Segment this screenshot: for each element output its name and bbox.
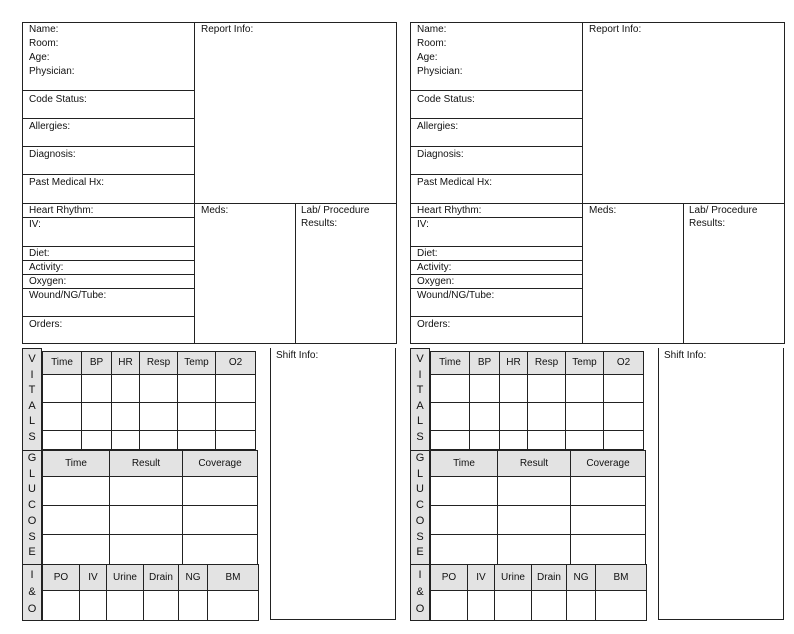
io-row bbox=[43, 591, 259, 621]
report-info-label: Report Info: bbox=[201, 24, 254, 35]
iv-label: IV: bbox=[417, 219, 429, 230]
vitals-header-time: Time bbox=[431, 352, 470, 375]
allergies-label: Allergies: bbox=[29, 121, 71, 132]
shift-info-label: Shift Info: bbox=[664, 350, 707, 361]
lab-label-line1: Lab/ Procedure bbox=[301, 205, 370, 216]
room-label: Room: bbox=[417, 38, 447, 49]
vitals-header-bp: BP bbox=[82, 352, 112, 375]
oxygen-label: Oxygen: bbox=[29, 276, 67, 287]
physician-label: Physician: bbox=[29, 66, 75, 77]
io-header-bm: BM bbox=[208, 565, 259, 591]
past-medical-hx-label: Past Medical Hx: bbox=[29, 177, 105, 188]
age-label: Age: bbox=[29, 52, 50, 63]
io-table bbox=[430, 564, 647, 621]
io-table bbox=[42, 564, 259, 621]
io-header-drain: Drain bbox=[532, 565, 567, 591]
vitals-header-temp: Temp bbox=[178, 352, 216, 375]
vitals-header-hr: HR bbox=[500, 352, 528, 375]
meds-label: Meds: bbox=[589, 205, 617, 216]
glucose-table bbox=[430, 450, 646, 565]
meds-label: Meds: bbox=[201, 205, 229, 216]
glucose-row bbox=[431, 506, 646, 535]
io-row bbox=[431, 591, 647, 621]
glucose-header-coverage: Coverage bbox=[571, 451, 646, 477]
vitals-row bbox=[43, 403, 256, 431]
vitals-row bbox=[431, 403, 644, 431]
diagnosis-label: Diagnosis: bbox=[417, 149, 464, 160]
io-side-label: I & O bbox=[27, 569, 37, 615]
activity-label: Activity: bbox=[29, 262, 64, 273]
report-sheet-left bbox=[22, 0, 397, 634]
code-status-label: Code Status: bbox=[29, 94, 87, 105]
glucose-header-result: Result bbox=[110, 451, 183, 477]
report-sheet-right bbox=[410, 0, 785, 634]
orders-label: Orders: bbox=[417, 319, 451, 330]
oxygen-label: Oxygen: bbox=[417, 276, 455, 287]
vitals-table bbox=[430, 351, 644, 450]
io-header-ng: NG bbox=[567, 565, 596, 591]
io-header-bm: BM bbox=[596, 565, 647, 591]
glucose-row bbox=[431, 535, 646, 565]
vitals-row bbox=[431, 431, 644, 450]
diagnosis-label: Diagnosis: bbox=[29, 149, 76, 160]
vitals-row bbox=[431, 375, 644, 403]
glucose-header-time: Time bbox=[431, 451, 498, 477]
lab-label-line2: Results: bbox=[689, 218, 726, 229]
vitals-header-resp: Resp bbox=[140, 352, 178, 375]
diet-label: Diet: bbox=[417, 248, 438, 259]
lab-label-line2: Results: bbox=[301, 218, 338, 229]
vitals-side-label: V I T A L S bbox=[28, 353, 36, 443]
vitals-header-bp: BP bbox=[470, 352, 500, 375]
name-label: Name: bbox=[417, 24, 447, 35]
age-label: Age: bbox=[417, 52, 438, 63]
vitals-row bbox=[43, 375, 256, 403]
room-label: Room: bbox=[29, 38, 59, 49]
vitals-side-label: V I T A L S bbox=[416, 353, 424, 443]
glucose-header-coverage: Coverage bbox=[183, 451, 258, 477]
io-header-urine: Urine bbox=[495, 565, 532, 591]
past-medical-hx-label: Past Medical Hx: bbox=[417, 177, 493, 188]
iv-label: IV: bbox=[29, 219, 41, 230]
vitals-table bbox=[42, 351, 256, 450]
io-header-po: PO bbox=[431, 565, 468, 591]
orders-label: Orders: bbox=[29, 319, 63, 330]
vitals-header-time: Time bbox=[43, 352, 82, 375]
io-side-label: I & O bbox=[415, 569, 425, 615]
allergies-label: Allergies: bbox=[417, 121, 459, 132]
glucose-side-label: G L U C O S E bbox=[415, 452, 425, 559]
heart-rhythm-label: Heart Rhythm: bbox=[417, 205, 482, 216]
glucose-header-time: Time bbox=[43, 451, 110, 477]
lab-label-line1: Lab/ Procedure bbox=[689, 205, 758, 216]
io-header-iv: IV bbox=[468, 565, 495, 591]
glucose-side-label: G L U C O S E bbox=[27, 452, 37, 559]
io-header-drain: Drain bbox=[144, 565, 179, 591]
vitals-header-resp: Resp bbox=[528, 352, 566, 375]
glucose-header-result: Result bbox=[498, 451, 571, 477]
name-label: Name: bbox=[29, 24, 59, 35]
glucose-table bbox=[42, 450, 258, 565]
io-header-urine: Urine bbox=[107, 565, 144, 591]
wound-ng-tube-label: Wound/NG/Tube: bbox=[29, 290, 107, 301]
glucose-row bbox=[43, 535, 258, 565]
heart-rhythm-label: Heart Rhythm: bbox=[29, 205, 94, 216]
io-header-po: PO bbox=[43, 565, 80, 591]
physician-label: Physician: bbox=[417, 66, 463, 77]
report-info-label: Report Info: bbox=[589, 24, 642, 35]
glucose-row bbox=[431, 477, 646, 506]
io-header-ng: NG bbox=[179, 565, 208, 591]
vitals-header-o2: O2 bbox=[604, 352, 644, 375]
io-header-iv: IV bbox=[80, 565, 107, 591]
vitals-header-o2: O2 bbox=[216, 352, 256, 375]
glucose-row bbox=[43, 477, 258, 506]
activity-label: Activity: bbox=[417, 262, 452, 273]
shift-info-label: Shift Info: bbox=[276, 350, 319, 361]
vitals-row bbox=[43, 431, 256, 450]
vitals-header-temp: Temp bbox=[566, 352, 604, 375]
vitals-header-hr: HR bbox=[112, 352, 140, 375]
glucose-row bbox=[43, 506, 258, 535]
wound-ng-tube-label: Wound/NG/Tube: bbox=[417, 290, 495, 301]
code-status-label: Code Status: bbox=[417, 94, 475, 105]
diet-label: Diet: bbox=[29, 248, 50, 259]
